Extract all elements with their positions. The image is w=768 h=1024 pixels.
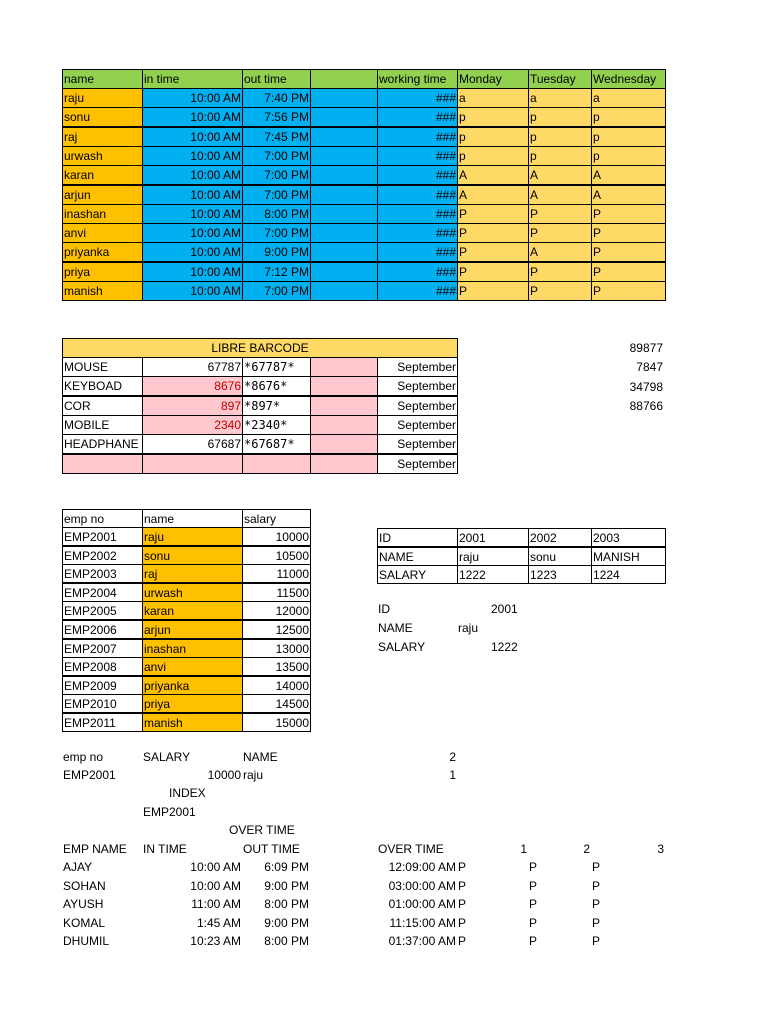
overtime-out: 8:00 PM bbox=[264, 934, 309, 949]
attendance-cell: ### bbox=[377, 165, 458, 185]
attendance-cell: karan bbox=[62, 165, 143, 185]
barcode-number bbox=[142, 454, 243, 474]
hlookup-cell: 1224 bbox=[591, 565, 666, 584]
salary-amount: 14500 bbox=[242, 694, 311, 713]
barcode-month: September bbox=[377, 376, 458, 396]
attendance-cell: ### bbox=[377, 281, 458, 301]
attendance-cell: ### bbox=[377, 107, 458, 127]
attendance-cell: P bbox=[457, 223, 529, 243]
overtime-value: 03:00:00 AM bbox=[388, 878, 456, 893]
barcode-code: *2340* bbox=[242, 415, 311, 435]
salary-empno: EMP2010 bbox=[62, 694, 143, 713]
barcode-item: KEYBOAD bbox=[62, 376, 143, 396]
attendance-cell: p bbox=[591, 127, 666, 147]
hlookup-cell: 1223 bbox=[528, 565, 592, 584]
salary-empno: EMP2006 bbox=[62, 620, 143, 639]
attendance-cell: 10:00 AM bbox=[142, 88, 243, 108]
attendance-cell: ### bbox=[377, 127, 458, 147]
salary-header-cell: salary bbox=[242, 509, 311, 528]
attendance-header-cell: Monday bbox=[457, 69, 529, 89]
overtime-title: OVER TIME bbox=[229, 823, 295, 837]
index-h1: emp no bbox=[63, 750, 104, 764]
salary-name: manish bbox=[142, 713, 243, 732]
attendance-cell: 7:45 PM bbox=[242, 127, 311, 147]
barcode-item: COR bbox=[62, 396, 143, 416]
barcode-empty bbox=[310, 434, 378, 454]
attendance-cell: 7:00 PM bbox=[242, 223, 311, 243]
salary-name: inashan bbox=[142, 639, 243, 658]
attendance-cell: P bbox=[591, 262, 666, 282]
salary-name: urwash bbox=[142, 583, 243, 602]
attendance-cell: urwash bbox=[62, 146, 143, 166]
hlookup-cell: 1222 bbox=[457, 565, 529, 584]
attendance-cell: A bbox=[528, 185, 592, 205]
overtime-header: 3 bbox=[657, 842, 664, 856]
salary-amount: 10500 bbox=[242, 546, 311, 565]
overtime-day: P bbox=[592, 915, 601, 930]
overtime-in: 11:00 AM bbox=[191, 897, 241, 912]
attendance-cell: a bbox=[457, 88, 529, 108]
attendance-cell: sonu bbox=[62, 107, 143, 127]
attendance-cell: p bbox=[591, 146, 666, 166]
barcode-empty bbox=[310, 396, 378, 416]
salary-empno: EMP2011 bbox=[62, 713, 143, 732]
attendance-cell: a bbox=[528, 88, 592, 108]
attendance-cell: 10:00 AM bbox=[142, 223, 243, 243]
attendance-cell: p bbox=[591, 107, 666, 127]
attendance-cell: manish bbox=[62, 281, 143, 301]
attendance-cell: P bbox=[591, 242, 666, 262]
attendance-cell: 10:00 AM bbox=[142, 127, 243, 147]
attendance-cell: p bbox=[528, 146, 592, 166]
attendance-cell: ### bbox=[377, 262, 458, 282]
attendance-cell bbox=[310, 88, 378, 108]
attendance-cell: A bbox=[457, 165, 529, 185]
attendance-cell bbox=[310, 107, 378, 127]
attendance-cell: A bbox=[457, 185, 529, 205]
index-v2: 10000 bbox=[207, 768, 241, 782]
index-v3: raju bbox=[243, 768, 264, 782]
lookup-salary-value: 1222 bbox=[491, 640, 518, 654]
salary-empno: EMP2002 bbox=[62, 546, 143, 565]
attendance-cell: A bbox=[528, 242, 592, 262]
overtime-header: 2 bbox=[583, 842, 590, 856]
attendance-cell: 10:00 AM bbox=[142, 165, 243, 185]
attendance-cell: ### bbox=[377, 223, 458, 243]
attendance-cell: P bbox=[457, 281, 529, 301]
salary-amount: 15000 bbox=[242, 713, 311, 732]
attendance-cell: P bbox=[457, 204, 529, 224]
salary-empno: EMP2003 bbox=[62, 564, 143, 583]
attendance-cell: p bbox=[457, 107, 529, 127]
overtime-value: 01:37:00 AM bbox=[388, 934, 456, 949]
salary-name: priya bbox=[142, 694, 243, 713]
barcode-month: September bbox=[377, 415, 458, 435]
attendance-cell: ### bbox=[377, 242, 458, 262]
attendance-cell: P bbox=[528, 281, 592, 301]
salary-header-cell: name bbox=[142, 509, 243, 528]
index-h4: 2 bbox=[449, 750, 456, 764]
overtime-in: 10:00 AM bbox=[190, 860, 241, 874]
attendance-cell: inashan bbox=[62, 204, 143, 224]
salary-amount: 13000 bbox=[242, 639, 311, 658]
overtime-day: P bbox=[529, 897, 538, 912]
overtime-day: P bbox=[458, 934, 467, 949]
attendance-cell: 10:00 AM bbox=[142, 185, 243, 205]
hlookup-cell: ID bbox=[377, 528, 458, 547]
overtime-day: P bbox=[458, 897, 467, 912]
attendance-cell: 10:00 AM bbox=[142, 146, 243, 166]
attendance-cell: P bbox=[457, 242, 529, 262]
attendance-cell: P bbox=[591, 204, 666, 224]
attendance-cell bbox=[310, 204, 378, 224]
attendance-header-cell: Tuesday bbox=[528, 69, 592, 89]
index-h3: NAME bbox=[243, 750, 278, 764]
overtime-header: 1 bbox=[520, 842, 527, 856]
hlookup-cell: 2002 bbox=[528, 528, 592, 547]
overtime-name: KOMAL bbox=[63, 915, 106, 930]
hlookup-cell: raju bbox=[457, 547, 529, 566]
overtime-name: AJAY bbox=[63, 860, 93, 874]
salary-empno: EMP2001 bbox=[62, 527, 143, 546]
barcode-code bbox=[242, 454, 311, 474]
salary-amount: 12500 bbox=[242, 620, 311, 639]
attendance-cell: priyanka bbox=[62, 242, 143, 262]
attendance-cell bbox=[310, 223, 378, 243]
barcode-code: *67687* bbox=[242, 434, 311, 454]
hlookup-cell: NAME bbox=[377, 547, 458, 566]
attendance-cell: 10:00 AM bbox=[142, 262, 243, 282]
salary-amount: 11000 bbox=[242, 564, 311, 583]
attendance-header-cell: working time bbox=[377, 69, 458, 89]
salary-amount: 14000 bbox=[242, 676, 311, 695]
overtime-in: 10:23 AM bbox=[190, 934, 241, 949]
overtime-out: 9:00 PM bbox=[264, 878, 309, 893]
overtime-day: P bbox=[458, 878, 467, 893]
hlookup-cell: 2001 bbox=[457, 528, 529, 547]
index-label: INDEX bbox=[169, 786, 206, 800]
barcode-code: *8676* bbox=[242, 376, 311, 396]
barcode-month: September bbox=[377, 454, 458, 474]
overtime-out: 8:00 PM bbox=[264, 897, 309, 912]
salary-empno: EMP2007 bbox=[62, 639, 143, 658]
lookup-name-label: NAME bbox=[378, 621, 413, 635]
hlookup-cell: sonu bbox=[528, 547, 592, 566]
overtime-out: 6:09 PM bbox=[264, 860, 309, 874]
barcode-item bbox=[62, 454, 143, 474]
attendance-cell bbox=[310, 281, 378, 301]
overtime-header: EMP NAME bbox=[63, 842, 127, 856]
salary-amount: 13500 bbox=[242, 657, 311, 676]
attendance-cell: 10:00 AM bbox=[142, 281, 243, 301]
overtime-day: P bbox=[592, 878, 601, 893]
side-number: 88766 bbox=[629, 398, 663, 413]
overtime-value: 01:00:00 AM bbox=[388, 897, 456, 912]
index-h2: SALARY bbox=[143, 750, 191, 764]
overtime-in: 1:45 AM bbox=[196, 915, 241, 930]
salary-empno: EMP2005 bbox=[62, 601, 143, 620]
attendance-cell bbox=[310, 185, 378, 205]
hlookup-cell: 2003 bbox=[591, 528, 666, 547]
attendance-cell: arjun bbox=[62, 185, 143, 205]
overtime-value: 11:15:00 AM bbox=[389, 915, 456, 930]
barcode-empty bbox=[310, 357, 378, 377]
attendance-cell: 7:00 PM bbox=[242, 146, 311, 166]
salary-name: sonu bbox=[142, 546, 243, 565]
attendance-cell: 7:12 PM bbox=[242, 262, 311, 282]
attendance-cell: p bbox=[457, 127, 529, 147]
attendance-cell bbox=[310, 165, 378, 185]
attendance-cell: 7:00 PM bbox=[242, 281, 311, 301]
barcode-month: September bbox=[377, 357, 458, 377]
overtime-header: OUT TIME bbox=[243, 842, 300, 856]
barcode-month: September bbox=[377, 396, 458, 416]
attendance-cell: 9:00 PM bbox=[242, 242, 311, 262]
hlookup-cell: MANISH bbox=[591, 547, 666, 566]
salary-name: priyanka bbox=[142, 676, 243, 695]
lookup-id-value: 2001 bbox=[491, 602, 518, 616]
attendance-cell: ### bbox=[377, 146, 458, 166]
overtime-day: P bbox=[529, 915, 538, 930]
overtime-day: P bbox=[529, 860, 538, 874]
attendance-cell: 10:00 AM bbox=[142, 107, 243, 127]
attendance-cell: 10:00 AM bbox=[142, 204, 243, 224]
overtime-out: 9:00 PM bbox=[264, 915, 309, 930]
barcode-month: September bbox=[377, 434, 458, 454]
side-number: 34798 bbox=[629, 379, 663, 394]
attendance-cell: 7:40 PM bbox=[242, 88, 311, 108]
salary-empno: EMP2008 bbox=[62, 657, 143, 676]
attendance-cell bbox=[310, 146, 378, 166]
attendance-cell: A bbox=[591, 185, 666, 205]
overtime-value: 12:09:00 AM bbox=[388, 860, 456, 874]
index-v1: EMP2001 bbox=[63, 768, 116, 782]
attendance-cell: 7:56 PM bbox=[242, 107, 311, 127]
salary-name: raj bbox=[142, 564, 243, 583]
overtime-day: P bbox=[592, 897, 601, 912]
overtime-day: P bbox=[592, 860, 601, 874]
overtime-day: P bbox=[458, 915, 467, 930]
salary-header-cell: emp no bbox=[62, 509, 143, 528]
attendance-cell: A bbox=[528, 165, 592, 185]
side-number: 7847 bbox=[636, 360, 663, 375]
attendance-cell: 8:00 PM bbox=[242, 204, 311, 224]
attendance-cell: P bbox=[457, 262, 529, 282]
attendance-header-cell: out time bbox=[242, 69, 311, 89]
side-number: 89877 bbox=[629, 341, 663, 355]
overtime-day: P bbox=[458, 860, 467, 874]
barcode-empty bbox=[310, 376, 378, 396]
attendance-cell bbox=[310, 242, 378, 262]
lookup-id-label: ID bbox=[378, 602, 390, 616]
salary-empno: EMP2009 bbox=[62, 676, 143, 695]
lookup-salary-label: SALARY bbox=[378, 640, 426, 654]
attendance-header-cell: name bbox=[62, 69, 143, 89]
barcode-item: MOUSE bbox=[62, 357, 143, 377]
barcode-number: 67687 bbox=[142, 434, 243, 454]
barcode-item: MOBILE bbox=[62, 415, 143, 435]
overtime-name: DHUMIL bbox=[63, 934, 110, 949]
attendance-cell: raju bbox=[62, 88, 143, 108]
index-value: EMP2001 bbox=[143, 805, 196, 819]
attendance-header-cell bbox=[310, 69, 378, 89]
attendance-cell: 10:00 AM bbox=[142, 242, 243, 262]
salary-amount: 10000 bbox=[242, 527, 311, 546]
attendance-cell: priya bbox=[62, 262, 143, 282]
salary-name: anvi bbox=[142, 657, 243, 676]
attendance-cell: ### bbox=[377, 185, 458, 205]
barcode-number: 8676 bbox=[142, 376, 243, 396]
barcode-item: HEADPHANE bbox=[62, 434, 143, 454]
attendance-cell: p bbox=[528, 127, 592, 147]
attendance-cell bbox=[310, 127, 378, 147]
attendance-cell: P bbox=[591, 281, 666, 301]
attendance-cell: 7:00 PM bbox=[242, 165, 311, 185]
attendance-cell: raj bbox=[62, 127, 143, 147]
attendance-cell: P bbox=[528, 262, 592, 282]
attendance-cell: 7:00 PM bbox=[242, 185, 311, 205]
overtime-day: P bbox=[529, 878, 538, 893]
overtime-header: IN TIME bbox=[143, 842, 187, 856]
index-v4: 1 bbox=[449, 768, 456, 782]
barcode-empty bbox=[310, 415, 378, 435]
barcode-empty bbox=[310, 454, 378, 474]
attendance-cell: P bbox=[528, 223, 592, 243]
attendance-cell: p bbox=[457, 146, 529, 166]
salary-amount: 12000 bbox=[242, 601, 311, 620]
overtime-in: 10:00 AM bbox=[190, 878, 241, 893]
salary-name: karan bbox=[142, 601, 243, 620]
attendance-cell: A bbox=[591, 165, 666, 185]
attendance-cell: anvi bbox=[62, 223, 143, 243]
attendance-cell: a bbox=[591, 88, 666, 108]
attendance-cell: ### bbox=[377, 204, 458, 224]
salary-name: arjun bbox=[142, 620, 243, 639]
salary-empno: EMP2004 bbox=[62, 583, 143, 602]
barcode-number: 2340 bbox=[142, 415, 243, 435]
hlookup-cell: SALARY bbox=[377, 565, 458, 584]
attendance-cell: ### bbox=[377, 88, 458, 108]
salary-amount: 11500 bbox=[242, 583, 311, 602]
attendance-header-cell: in time bbox=[142, 69, 243, 89]
barcode-title: LIBRE BARCODE bbox=[62, 338, 458, 358]
barcode-code: *67787* bbox=[242, 357, 311, 377]
attendance-cell: P bbox=[591, 223, 666, 243]
barcode-number: 897 bbox=[142, 396, 243, 416]
lookup-name-value: raju bbox=[458, 621, 479, 635]
attendance-cell: p bbox=[528, 107, 592, 127]
salary-name: raju bbox=[142, 527, 243, 546]
overtime-name: SOHAN bbox=[63, 878, 106, 893]
overtime-day: P bbox=[529, 934, 538, 949]
attendance-cell bbox=[310, 262, 378, 282]
overtime-day: P bbox=[592, 934, 601, 949]
overtime-name: AYUSH bbox=[63, 897, 104, 912]
overtime-header: OVER TIME bbox=[378, 842, 444, 856]
attendance-header-cell: Wednesday bbox=[591, 69, 666, 89]
attendance-cell: P bbox=[528, 204, 592, 224]
barcode-number: 67787 bbox=[142, 357, 243, 377]
barcode-code: *897* bbox=[242, 396, 311, 416]
